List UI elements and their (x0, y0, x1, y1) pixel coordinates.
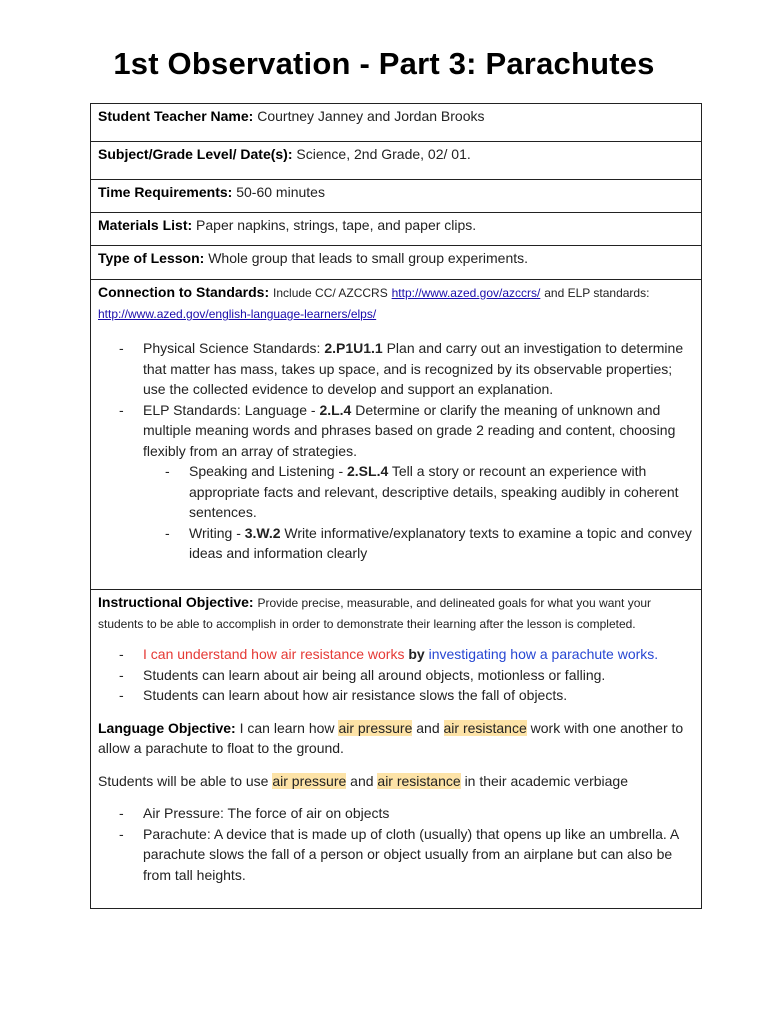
item-text: Write informative/explanatory texts to examine a topic and convey ideas and information clearly (189, 524, 692, 561)
standards-label: Connection to Standards: (98, 284, 270, 300)
list-item (98, 461, 694, 523)
text-span: Students will be able to use (98, 772, 269, 789)
text-span: and (416, 719, 440, 736)
list-item: - Parachute: A device that is made up of cloth (usually) that opens up like an umbrella. A parachute slows the fall of a person or object usually from an airplane but can also be from tall heights. (98, 824, 694, 886)
objective-red-text: I can understand how air resistance works (143, 646, 405, 662)
materials-label: Materials List: (98, 217, 193, 233)
language-objective (98, 718, 694, 759)
list-item: - Air Pressure: The force of air on objects (98, 803, 694, 824)
objective-intro: Provide precise, measurable, and delineated goals for what you want your students to be able to accomplish in order to demonstrate their learning after the lesson is completed. (98, 596, 652, 631)
list-item (98, 523, 694, 564)
subject-value: Science, 2nd Grade, 02/ 01. (296, 146, 471, 162)
highlight-term: air pressure (338, 719, 413, 736)
item-text: Determine or clarify the meaning of unknown and multiple meaning words and phrases based on grade 2 reading and content, choosing flexibly from an array of strategies. (143, 401, 676, 459)
azccrs-link[interactable]: http://www.azed.gov/azccrs/ (391, 286, 541, 300)
page-title: 1st Observation - Part 3: Parachutes (113, 46, 655, 81)
list-item: - Students can learn about air being all around objects, motionless or falling. (98, 665, 694, 686)
row-materials (91, 213, 702, 246)
item-prefix: ELP Standards: Language - (143, 401, 320, 418)
subject-label: Subject/Grade Level/ Date(s): (98, 146, 293, 162)
text-span: work with one another to allow a parachute to float to the ground. (98, 719, 684, 756)
list-item (98, 338, 694, 400)
lesson-plan-table (90, 103, 702, 909)
item-text: Plan and carry out an investigation to determine that matter has mass, takes up space, and is recognized by its observable properties; use the collected evidence to develop and support an explanation. (143, 340, 684, 397)
item-prefix: Writing - (189, 524, 245, 541)
text-span: and (350, 772, 374, 789)
standard-code: 3.W.2 (244, 524, 281, 541)
standard-code: 2.SL.4 (347, 463, 389, 479)
time-value: 50-60 minutes (236, 184, 325, 200)
text-span: I can learn how (239, 719, 335, 736)
standard-code: 2.L.4 (319, 401, 352, 418)
row-objective (91, 590, 702, 909)
materials-value: Paper napkins, strings, tape, and paper clips. (196, 217, 477, 233)
list-item (98, 400, 694, 462)
time-label: Time Requirements: (98, 184, 233, 200)
item-text: Tell a story or recount an experience with appropriate facts and relevant, descriptive details, speaking audibly in coherent sentences. (189, 463, 679, 520)
row-subject (91, 142, 702, 180)
objective-blue-text: investigating how a parachute works. (428, 646, 659, 662)
row-time (91, 180, 702, 213)
highlight-term: air pressure (272, 772, 347, 789)
standards-sublist (98, 461, 694, 564)
row-teacher (91, 104, 702, 142)
row-standards (91, 280, 702, 590)
standard-code: 2.P1U1.1 (324, 340, 383, 356)
highlight-term: air resistance (443, 719, 527, 736)
item-prefix: Physical Science Standards: (143, 340, 325, 356)
list-item (98, 644, 694, 665)
standards-intro: Include CC/ AZCCRS (273, 286, 388, 300)
standards-mid: and ELP standards: (544, 286, 650, 300)
objective-label: Instructional Objective: (98, 594, 254, 610)
teacher-label: Student Teacher Name: (98, 108, 254, 124)
objective-list (98, 644, 694, 706)
standards-list (98, 338, 694, 461)
list-item: - Students can learn about how air resistance slows the fall of objects. (98, 685, 694, 706)
lesson-type-label: Type of Lesson: (98, 250, 205, 266)
elps-link[interactable]: http://www.azed.gov/english-language-learners/elps/ (98, 307, 377, 321)
vocab-list (98, 803, 694, 885)
lesson-type-value: Whole group that leads to small group experiments. (208, 250, 529, 266)
language-objective-label: Language Objective: (98, 719, 236, 736)
teacher-value: Courtney Janney and Jordan Brooks (257, 108, 485, 124)
row-lesson-type (91, 246, 702, 280)
students-objective (98, 771, 694, 792)
text-span: in their academic verbiage (464, 772, 628, 789)
item-prefix: Speaking and Listening - (189, 463, 347, 479)
objective-by: by (408, 646, 425, 662)
highlight-term: air resistance (377, 772, 461, 789)
